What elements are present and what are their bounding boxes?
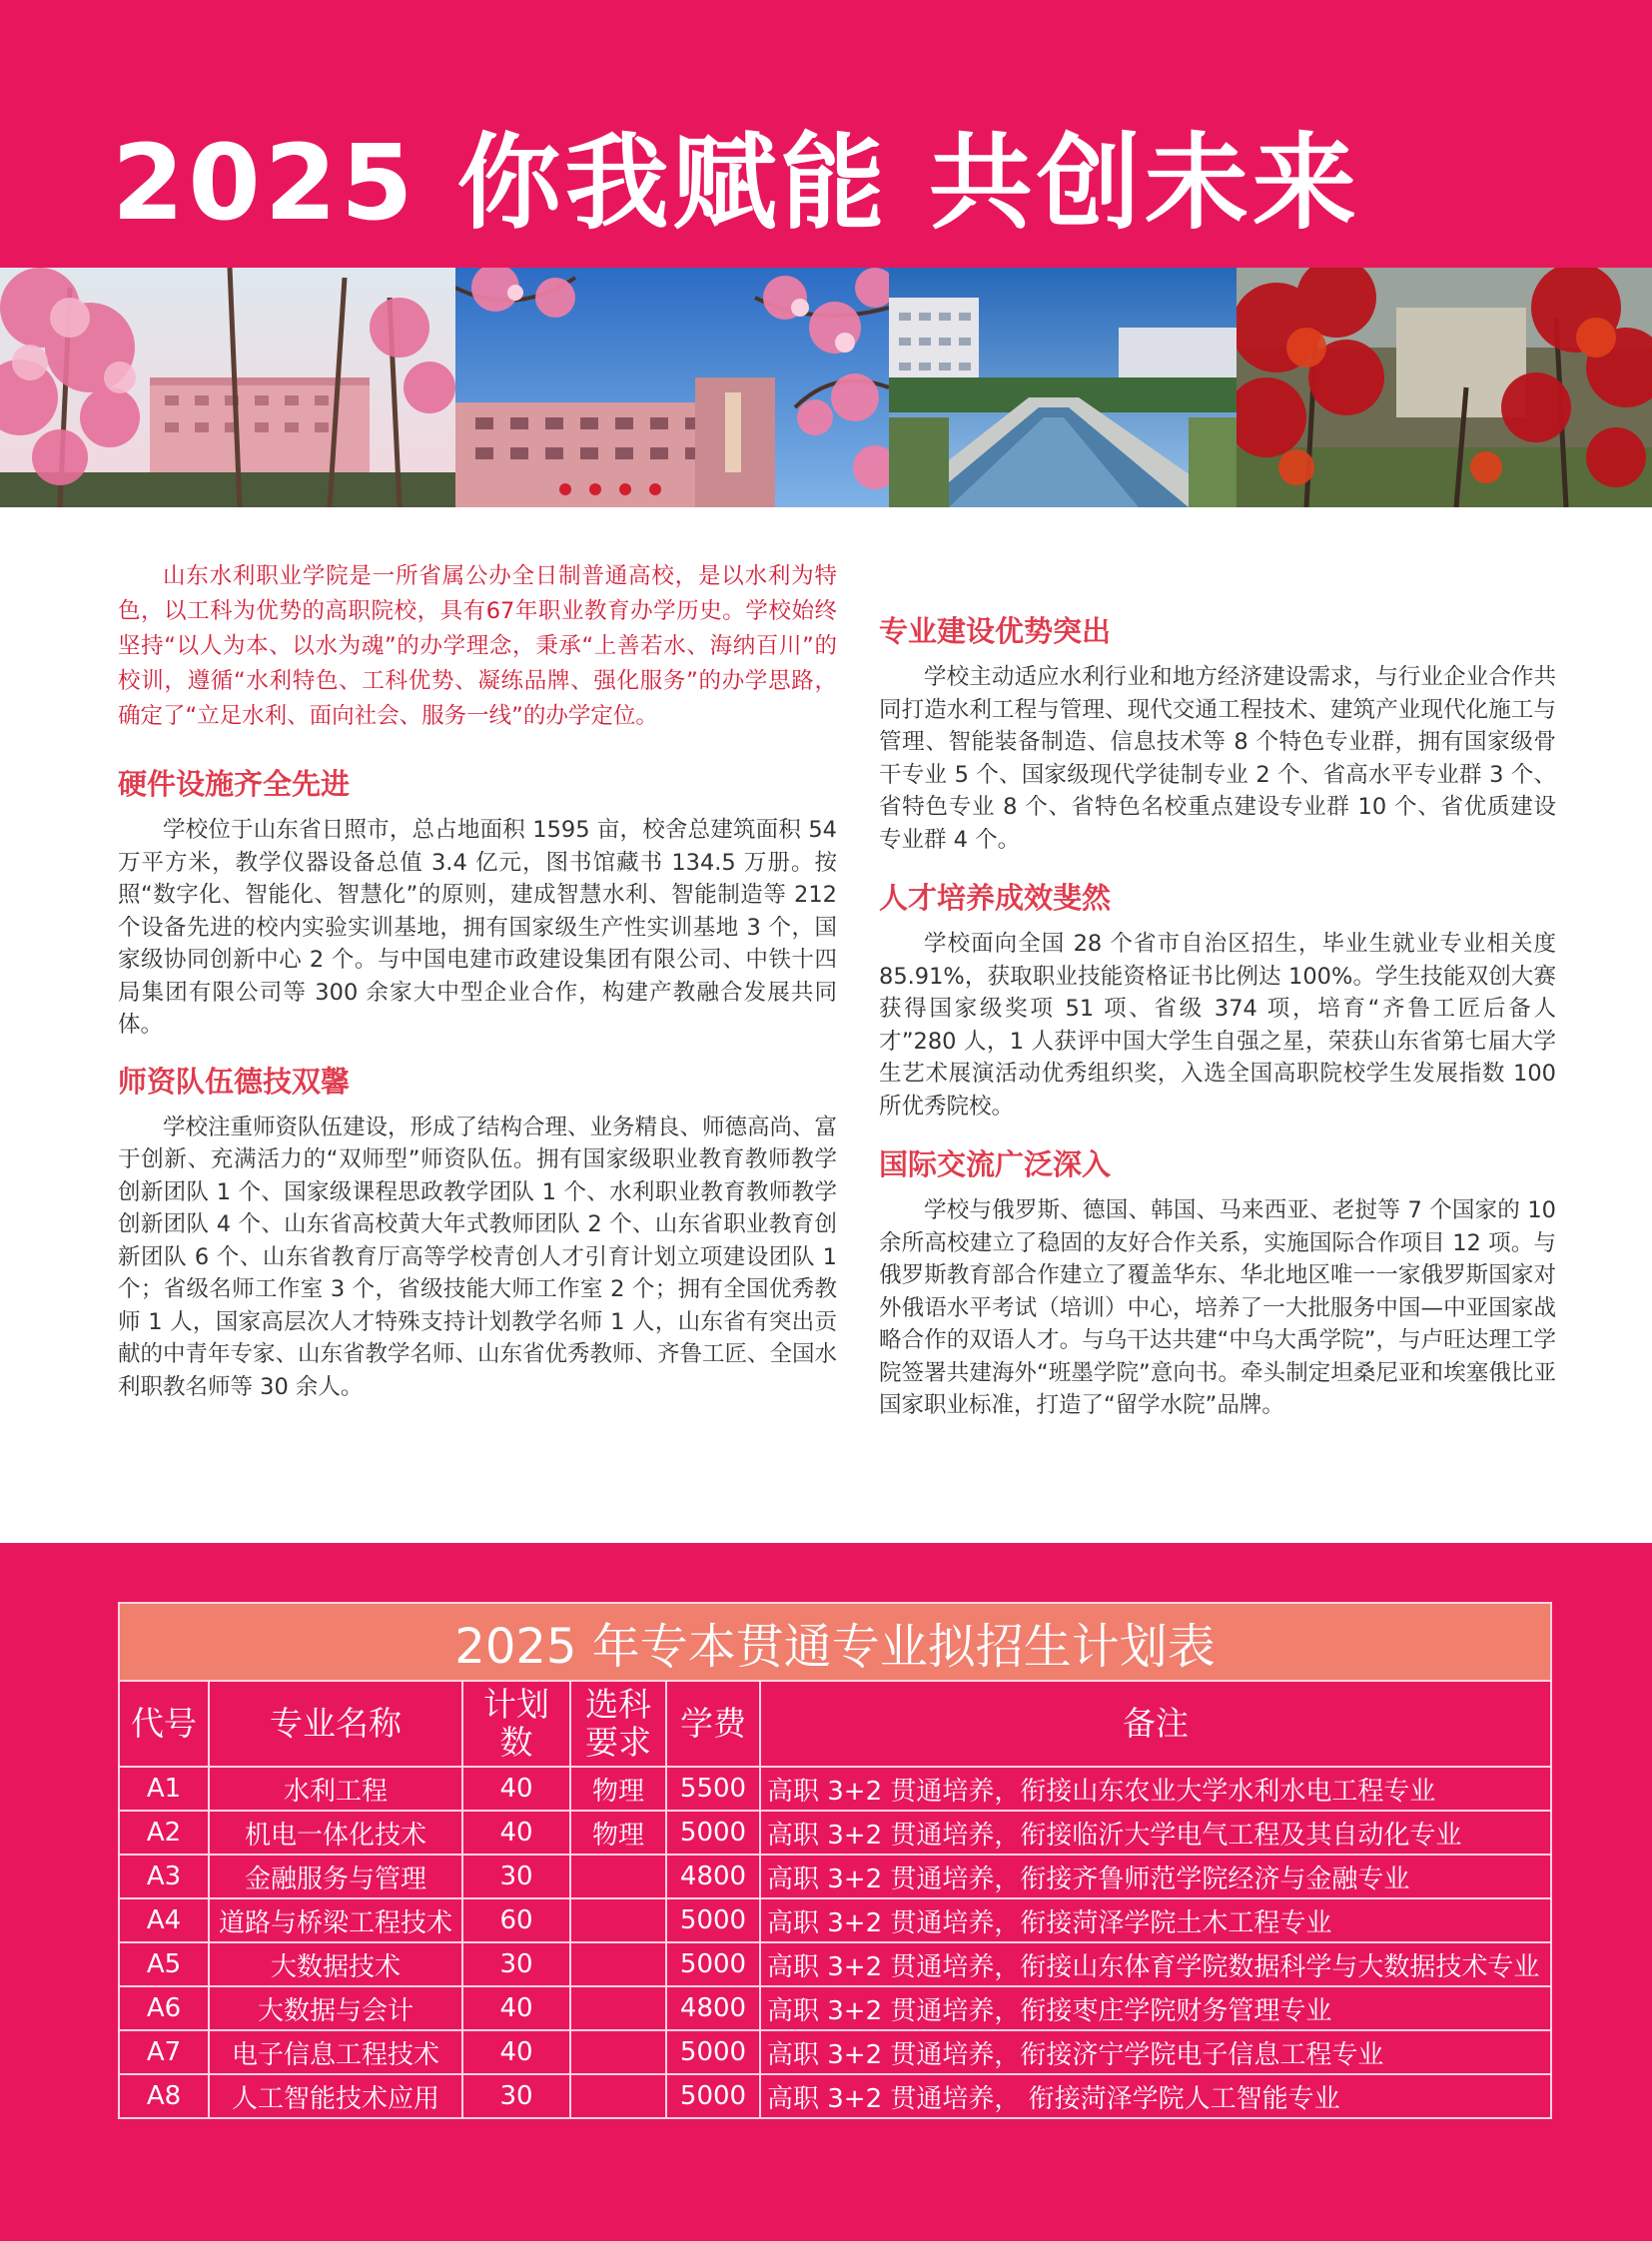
section-body-hardware: 学校位于山东省日照市，总占地面积 1595 亩，校舍总建筑面积 54 万平方米，教学仪器设备总值 3.4 亿元，图书馆藏书 134.5 万册。按照“数字化、智能化、智慧化”的原则，建成智慧水利、智能制造等 212 个设备先进的校内实验实训基地，拥有国家级生产性实训基地 3 个，国家级协同创新中心 2 个。与中国电建市政建设集团有限公司、中铁十四局集团有限公司等 300 余家大中型企业合作，构建产教融合发展共同体。 <box>118 817 837 1038</box>
cell-major: 金融服务与管理 <box>209 1855 462 1898</box>
cell-remarks: 高职 3+2 贯通培养， 衔接菏泽学院人工智能专业 <box>760 2074 1551 2118</box>
enrollment-plan-table <box>118 1602 1552 2119</box>
cell-code: A7 <box>119 2030 209 2074</box>
table-row <box>119 1811 1551 1855</box>
header-band <box>0 0 1652 268</box>
table-row <box>119 1942 1551 1986</box>
cell-tuition: 5000 <box>666 1942 760 1986</box>
cell-subject <box>570 2030 666 2074</box>
campus-blossom-photo-2 <box>455 268 889 507</box>
cell-code: A2 <box>119 1811 209 1855</box>
cell-quota: 60 <box>462 1898 570 1942</box>
table-row <box>119 2074 1551 2118</box>
cell-tuition: 5000 <box>666 1811 760 1855</box>
cell-remarks: 高职 3+2 贯通培养，衔接枣庄学院财务管理专业 <box>760 1986 1551 2030</box>
table-row <box>119 1986 1551 2030</box>
cell-major: 道路与桥梁工程技术 <box>209 1898 462 1942</box>
cell-subject: 物理 <box>570 1811 666 1855</box>
cell-code: A8 <box>119 2074 209 2118</box>
section-title-international: 国际交流广泛深入 <box>879 1147 1112 1181</box>
cell-code: A1 <box>119 1767 209 1811</box>
section-title-hardware: 硬件设施齐全先进 <box>118 767 351 801</box>
cell-remarks: 高职 3+2 贯通培养，衔接菏泽学院土木工程专业 <box>760 1898 1551 1942</box>
table-row <box>119 2030 1551 2074</box>
cell-subject: 物理 <box>570 1767 666 1811</box>
cell-tuition: 5000 <box>666 2030 760 2074</box>
cell-major: 大数据与会计 <box>209 1986 462 2030</box>
campus-blossom-photo-1 <box>0 268 455 507</box>
column-header-remarks: 备注 <box>760 1681 1551 1767</box>
cell-quota: 30 <box>462 2074 570 2118</box>
intro-paragraph: 山东水利职业学院是一所省属公办全日制普通高校，是以水利为特色，以工科为优势的高职院校，具有67年职业教育办学历史。学校始终坚持“以人为本、以水为魂”的办学理念，秉承“上善若水、海纳百川”的校训，遵循“水利特色、工科优势、凝练品牌、强化服务”的办学思路，确定了“立足水利、面向社会、服务一线”的办学定位。 <box>118 563 837 729</box>
cell-subject <box>570 1855 666 1898</box>
cell-quota: 30 <box>462 1855 570 1898</box>
cell-major: 机电一体化技术 <box>209 1811 462 1855</box>
cell-tuition: 5500 <box>666 1767 760 1811</box>
table-row <box>119 1767 1551 1811</box>
cell-remarks: 高职 3+2 贯通培养，衔接临沂大学电气工程及其自动化专业 <box>760 1811 1551 1855</box>
cell-major: 大数据技术 <box>209 1942 462 1986</box>
cell-code: A5 <box>119 1942 209 1986</box>
cell-remarks: 高职 3+2 贯通培养，衔接山东农业大学水利水电工程专业 <box>760 1767 1551 1811</box>
column-header-quota: 计划数 <box>462 1681 570 1767</box>
cell-subject <box>570 2074 666 2118</box>
cell-tuition: 5000 <box>666 2074 760 2118</box>
cell-code: A3 <box>119 1855 209 1898</box>
cell-subject <box>570 1986 666 2030</box>
cell-tuition: 4800 <box>666 1855 760 1898</box>
cell-remarks: 高职 3+2 贯通培养，衔接齐鲁师范学院经济与金融专业 <box>760 1855 1551 1898</box>
cell-subject <box>570 1942 666 1986</box>
cell-quota: 40 <box>462 1767 570 1811</box>
right-column <box>879 611 1556 1422</box>
cell-major: 人工智能技术应用 <box>209 2074 462 2118</box>
column-header-tuition: 学费 <box>666 1681 760 1767</box>
campus-red-maple-photo <box>1237 268 1652 507</box>
cell-subject <box>570 1898 666 1942</box>
campus-canal-photo <box>889 268 1237 507</box>
table-body <box>119 1767 1551 2118</box>
table-row <box>119 1855 1551 1898</box>
cell-tuition: 4800 <box>666 1986 760 2030</box>
cell-quota: 40 <box>462 1986 570 2030</box>
section-title-faculty: 师资队伍德技双馨 <box>118 1064 351 1099</box>
column-header-subject: 选科要求 <box>570 1681 666 1767</box>
cell-code: A6 <box>119 1986 209 2030</box>
cell-remarks: 高职 3+2 贯通培养，衔接山东体育学院数据科学与大数据技术专业 <box>760 1942 1551 1986</box>
table-title: 2025 年专本贯通专业拟招生计划表 <box>119 1603 1551 1681</box>
cell-major: 水利工程 <box>209 1767 462 1811</box>
cell-quota: 40 <box>462 1811 570 1855</box>
section-title-talent: 人才培养成效斐然 <box>879 881 1112 915</box>
headline: 2025 你我赋能 共创未来 <box>112 122 1360 244</box>
cell-quota: 30 <box>462 1942 570 1986</box>
cell-remarks: 高职 3+2 贯通培养，衔接济宁学院电子信息工程专业 <box>760 2030 1551 2074</box>
left-column <box>118 559 837 1403</box>
section-body-international: 学校与俄罗斯、德国、韩国、马来西亚、老挝等 7 个国家的 10 余所高校建立了稳固的友好合作关系，实施国际合作项目 12 项。与俄罗斯教育部合作建立了覆盖华东、华北地区唯一一家俄罗斯国家对外俄语水平考试（培训）中心，培养了一大批服务中国—中亚国家战略合作的双语人才。与乌干达共建“中乌大禹学院”，与卢旺达理工学院签署共建海外“班墨学院”意向书。牵头制定坦桑尼亚和埃塞俄比亚国家职业标准，打造了“留学水院”品牌。 <box>879 1197 1556 1418</box>
section-title-majors: 专业建设优势突出 <box>879 614 1112 648</box>
cell-quota: 40 <box>462 2030 570 2074</box>
section-body-majors: 学校主动适应水利行业和地方经济建设需求，与行业企业合作共同打造水利工程与管理、现代交通工程技术、建筑产业现代化施工与管理、智能装备制造、信息技术等 8 个特色专业群，拥有国家级骨干专业 5 个、国家级现代学徒制专业 2 个、省高水平专业群 3 个、省特色专业 8 个、省特色名校重点建设专业群 10 个、省优质建设专业群 4 个。 <box>879 664 1556 853</box>
cell-major: 电子信息工程技术 <box>209 2030 462 2074</box>
section-body-talent: 学校面向全国 28 个省市自治区招生，毕业生就业专业相关度 85.91%，获取职业技能资格证书比例达 100%。学生技能双创大赛获得国家级奖项 51 项、省级 374 项，培育“齐鲁工匠后备人才”280 人，1 人获评中国大学生自强之星，荣获山东省第七届大学生艺术展演活动优秀组织奖，入选全国高职院校学生发展指数 100 所优秀院校。 <box>879 931 1556 1120</box>
table-row <box>119 1898 1551 1942</box>
cell-code: A4 <box>119 1898 209 1942</box>
section-body-faculty: 学校注重师资队伍建设，形成了结构合理、业务精良、师德高尚、富于创新、充满活力的“双师型”师资队伍。拥有国家级职业教育教师教学创新团队 1 个、国家级课程思政教学团队 1 个、水利职业教育教师教学创新团队 4 个、山东省高校黄大年式教师团队 2 个、山东省职业教育创新团队 6 个、山东省教育厅高等学校青创人才引育计划立项建设团队 1 个；省级名师工作室 3 个，省级技能大师工作室 2 个；拥有全国优秀教师 1 人，国家高层次人才特殊支持计划教学名师 1 人，山东省有突出贡献的中青年专家、山东省教学名师、山东省优秀教师、齐鲁工匠、全国水利职教名师等 30 余人。 <box>118 1114 838 1400</box>
column-header-code: 代号 <box>119 1681 209 1767</box>
table-header-row <box>119 1681 1551 1767</box>
column-header-major: 专业名称 <box>209 1681 462 1767</box>
cell-tuition: 5000 <box>666 1898 760 1942</box>
